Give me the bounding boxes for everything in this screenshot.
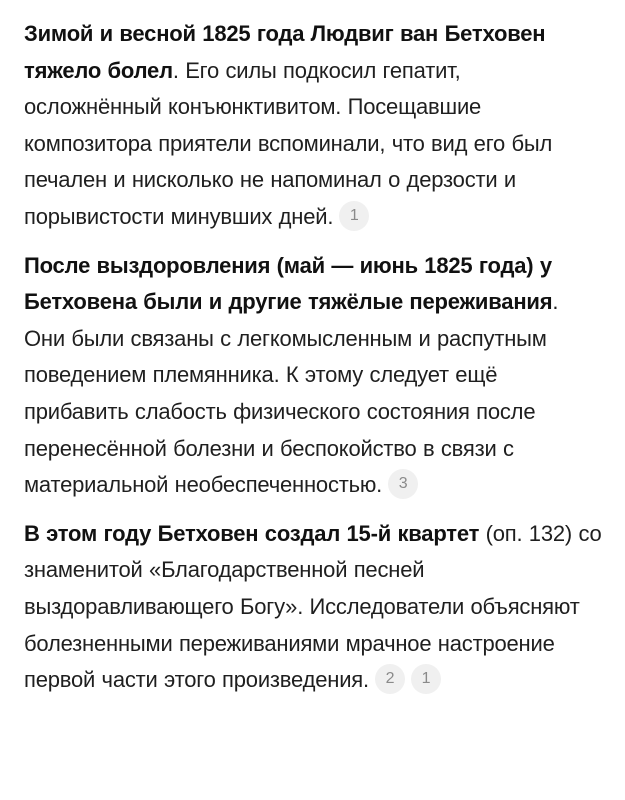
source-ref-badge[interactable]: 1 [339, 201, 369, 231]
paragraph-3-body: (оп. 132) со знаменитой «Благодарственной песней выздоравливающего Богу». Исследователи объясняют болезненными переживаниями мрачное настроение первой части этого произведения. [24, 520, 602, 693]
source-ref-badge[interactable]: 1 [411, 664, 441, 694]
paragraph-3-lead: В этом году Бетховен создал 15-й квартет [24, 520, 480, 546]
source-ref-badge[interactable]: 2 [375, 664, 405, 694]
paragraph-1-lead: Зимой и весной 1825 года Людвиг ван Бетховен тяжело болел [24, 21, 546, 83]
paragraph-3 [24, 516, 604, 699]
paragraph-1 [24, 16, 604, 236]
paragraph-2-lead: После выздоровления (май — июнь 1825 года) у Бетховена были и другие тяжёлые переживания [24, 252, 553, 315]
paragraph-1-body: . Его силы подкосил гепатит, осложнённый конъюнктивитом. Посещавшие композитора приятели вспоминали, что вид его был печален и нисколько не напоминал о дерзости и порывистости минувших дней. [24, 57, 553, 229]
paragraph-2-body: . Они были связаны с легкомысленным и распутным поведением племянника. К этому следует ещё прибавить слабость физического состояния после перенесённой болезни и беспокойство в связи с материальной необеспеченностью. [24, 289, 559, 498]
paragraph-2 [24, 248, 604, 504]
answer-text [24, 16, 604, 711]
source-ref-badge[interactable]: 3 [388, 469, 418, 499]
